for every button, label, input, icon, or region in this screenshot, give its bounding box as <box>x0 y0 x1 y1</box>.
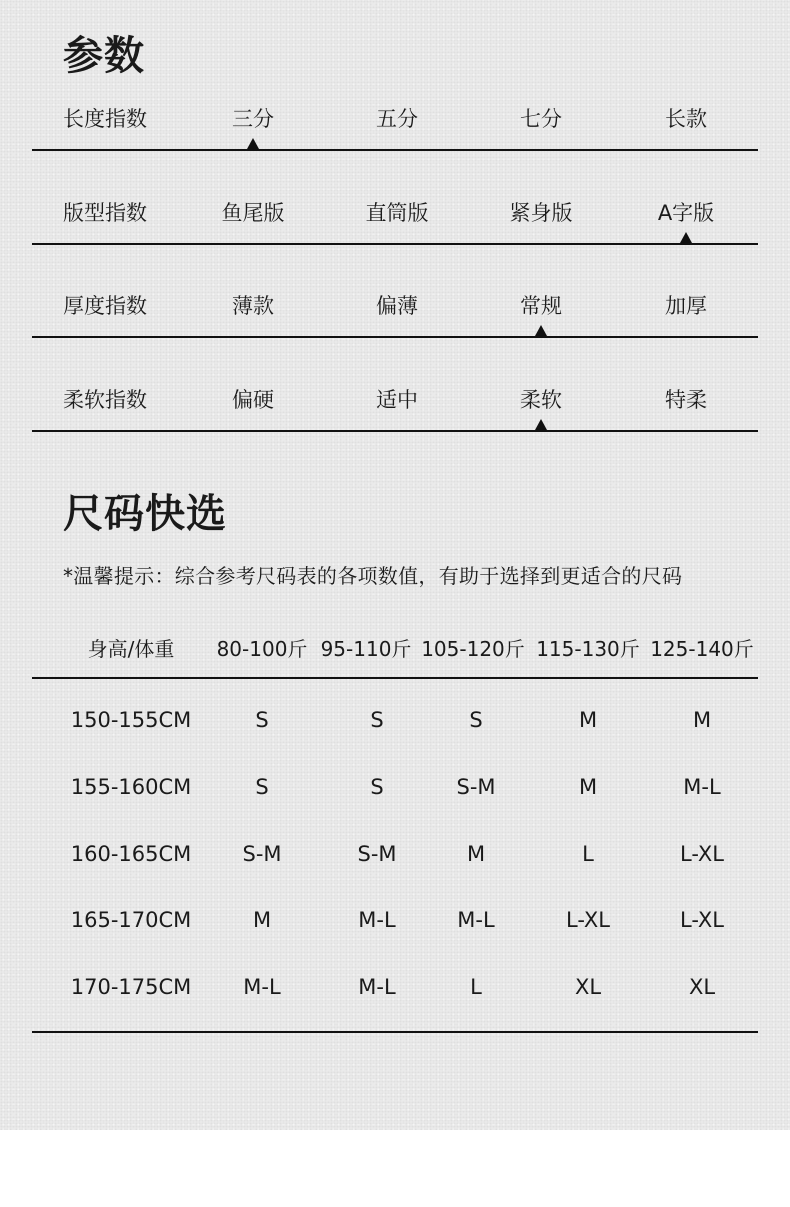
table-row <box>0 706 790 736</box>
table-header-cell: 105-120斤 <box>421 637 525 661</box>
table-cell: S-M <box>456 775 496 799</box>
table-cell: S <box>255 775 269 799</box>
param-row-length <box>0 105 790 165</box>
table-cell: 155-160CM <box>70 775 192 799</box>
table-cell: M-L <box>683 775 721 799</box>
table-row <box>0 973 790 1003</box>
param-option: 七分 <box>520 107 562 131</box>
table-cell: L-XL <box>566 908 610 932</box>
table-cell: M <box>466 842 486 866</box>
param-row-fit <box>0 199 790 259</box>
param-option: 常规 <box>520 294 562 318</box>
param-option: A字版 <box>657 201 715 225</box>
table-cell: L <box>582 842 594 866</box>
table-bottom-divider <box>32 1031 758 1033</box>
table-cell: 170-175CM <box>70 975 192 999</box>
table-header-cell: 80-100斤 <box>216 637 308 661</box>
param-option: 长款 <box>665 107 707 131</box>
row-divider <box>32 336 758 338</box>
row-divider <box>32 149 758 151</box>
table-row <box>0 773 790 803</box>
table-cell: M <box>692 708 712 732</box>
table-cell: M <box>578 708 598 732</box>
table-header-cell: 身高/体重 <box>87 637 175 661</box>
table-cell: M <box>252 908 272 932</box>
table-cell: L-XL <box>680 908 724 932</box>
param-row-softness <box>0 386 790 446</box>
table-cell: S <box>370 708 384 732</box>
table-cell: S <box>469 708 483 732</box>
param-label: 柔软指数 <box>63 388 147 412</box>
param-option: 柔软 <box>520 388 562 412</box>
param-row-thickness <box>0 292 790 352</box>
table-cell: M <box>578 775 598 799</box>
table-cell: L-XL <box>680 842 724 866</box>
row-divider <box>32 243 758 245</box>
table-cell: S <box>370 775 384 799</box>
table-header-cell: 95-110斤 <box>320 637 412 661</box>
param-option: 偏硬 <box>232 388 274 412</box>
param-label: 版型指数 <box>63 201 147 225</box>
table-cell: M-L <box>358 908 396 932</box>
table-cell: S-M <box>357 842 397 866</box>
param-option: 加厚 <box>665 294 707 318</box>
table-cell: 160-165CM <box>70 842 192 866</box>
table-cell: L <box>470 975 482 999</box>
param-option: 适中 <box>376 388 418 412</box>
table-cell: XL <box>574 975 602 999</box>
table-row <box>0 840 790 870</box>
table-header-row <box>0 635 790 665</box>
param-option: 直筒版 <box>365 201 429 225</box>
selection-marker-icon <box>680 232 692 243</box>
param-label: 厚度指数 <box>63 294 147 318</box>
table-cell: M-L <box>358 975 396 999</box>
table-row <box>0 906 790 936</box>
size-guide-title: 尺码快选 <box>63 491 227 537</box>
table-header-cell: 115-130斤 <box>536 637 640 661</box>
table-header-cell: 125-140斤 <box>650 637 754 661</box>
table-cell: 165-170CM <box>70 908 192 932</box>
table-cell: M-L <box>243 975 281 999</box>
table-cell: XL <box>688 975 716 999</box>
param-option: 偏薄 <box>376 294 418 318</box>
selection-marker-icon <box>535 325 547 336</box>
param-option: 紧身版 <box>509 201 573 225</box>
selection-marker-icon <box>247 138 259 149</box>
param-label: 长度指数 <box>63 107 147 131</box>
param-option: 鱼尾版 <box>221 201 285 225</box>
selection-marker-icon <box>535 419 547 430</box>
table-header-divider <box>32 677 758 679</box>
param-option: 三分 <box>232 107 274 131</box>
param-option: 特柔 <box>665 388 707 412</box>
row-divider <box>32 430 758 432</box>
param-option: 五分 <box>376 107 418 131</box>
params-title: 参数 <box>63 33 145 79</box>
table-cell: S-M <box>242 842 282 866</box>
table-cell: S <box>255 708 269 732</box>
table-cell: 150-155CM <box>70 708 192 732</box>
size-tip: *温馨提示：综合参考尺码表的各项数值，有助于选择到更适合的尺码 <box>63 564 683 588</box>
table-cell: M-L <box>457 908 495 932</box>
param-option: 薄款 <box>232 294 274 318</box>
